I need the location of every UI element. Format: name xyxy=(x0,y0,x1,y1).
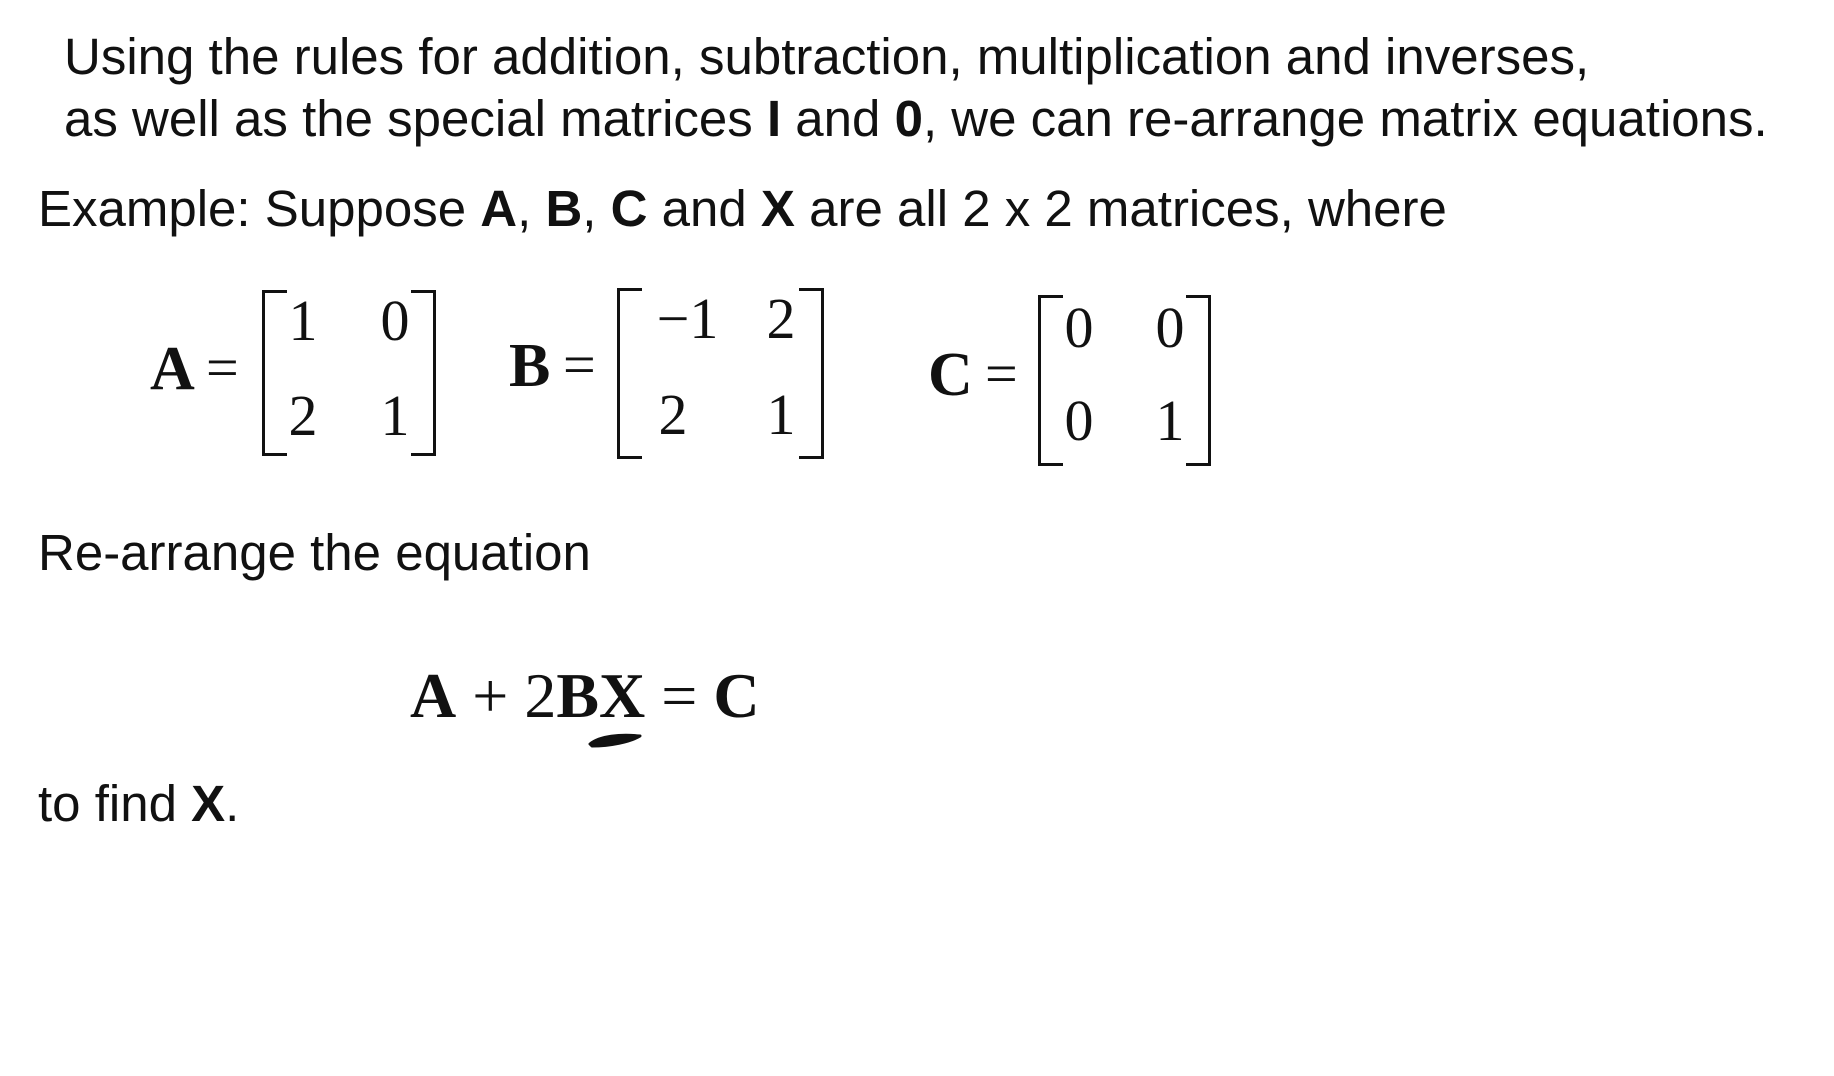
matrix-symbol-c: C xyxy=(610,180,648,237)
conclusion-text: to find xyxy=(38,775,192,832)
matrix-cell: 1 xyxy=(288,288,318,353)
matrix-symbol-a: A xyxy=(480,180,518,237)
equation-equals: = xyxy=(645,660,714,731)
matrix-c-label: C xyxy=(928,341,973,409)
example-text: , xyxy=(517,180,546,237)
matrix-cell: 1 xyxy=(380,383,410,448)
example-text: Example: Suppose xyxy=(38,180,481,237)
matrix-cell: 2 xyxy=(288,383,318,448)
zero-matrix-symbol: 0 xyxy=(894,90,923,147)
identity-matrix-symbol: I xyxy=(766,90,782,147)
matrix-bracket-right xyxy=(799,288,824,459)
example-text: , xyxy=(582,180,611,237)
matrix-cell: 0 xyxy=(1064,295,1094,360)
intro-line-1: Using the rules for addition, subtraction, multiplication and inverses, xyxy=(64,28,1590,85)
rearrange-prompt: Re-arrange the equation xyxy=(38,524,591,581)
matrix-cell: 1 xyxy=(1155,388,1185,453)
matrix-cell: 1 xyxy=(766,382,796,447)
conclusion-line xyxy=(38,773,239,835)
equals-sign: = xyxy=(206,335,239,400)
matrix-equation xyxy=(410,660,760,732)
intro-text: , we can re-arrange matrix equations. xyxy=(922,90,1768,147)
matrix-bracket-right xyxy=(1186,295,1211,466)
matrix-cell: −1 xyxy=(656,286,719,351)
intro-line-2 xyxy=(64,88,1768,150)
intro-text: as well as the special matrices xyxy=(64,90,767,147)
matrix-symbol-x: X xyxy=(760,180,795,237)
ink-underline-mark xyxy=(586,728,646,752)
matrix-cell: 0 xyxy=(1064,388,1094,453)
matrix-symbol-x: X xyxy=(191,775,226,832)
matrix-symbol-b: B xyxy=(545,180,583,237)
matrix-bracket-right xyxy=(411,290,436,456)
conclusion-text: . xyxy=(225,775,240,832)
matrix-cell: 2 xyxy=(766,286,796,351)
matrix-cell: 0 xyxy=(1155,295,1185,360)
matrix-cell: 0 xyxy=(380,288,410,353)
matrix-b-label: B xyxy=(509,332,551,400)
equation-term-bx: BX xyxy=(556,660,646,731)
example-text: are all 2 x 2 matrices, where xyxy=(794,180,1447,237)
intro-text: and xyxy=(781,90,895,147)
equation-coefficient: 2 xyxy=(524,660,557,731)
equals-sign: = xyxy=(563,332,596,397)
example-line xyxy=(38,178,1447,240)
equation-plus: + xyxy=(456,660,525,731)
equation-term-c: C xyxy=(713,660,760,731)
equals-sign: = xyxy=(985,341,1018,406)
equation-term-a: A xyxy=(410,660,457,731)
matrix-a-label: A xyxy=(150,335,195,403)
example-text: and xyxy=(647,180,761,237)
matrix-cell: 2 xyxy=(658,382,688,447)
